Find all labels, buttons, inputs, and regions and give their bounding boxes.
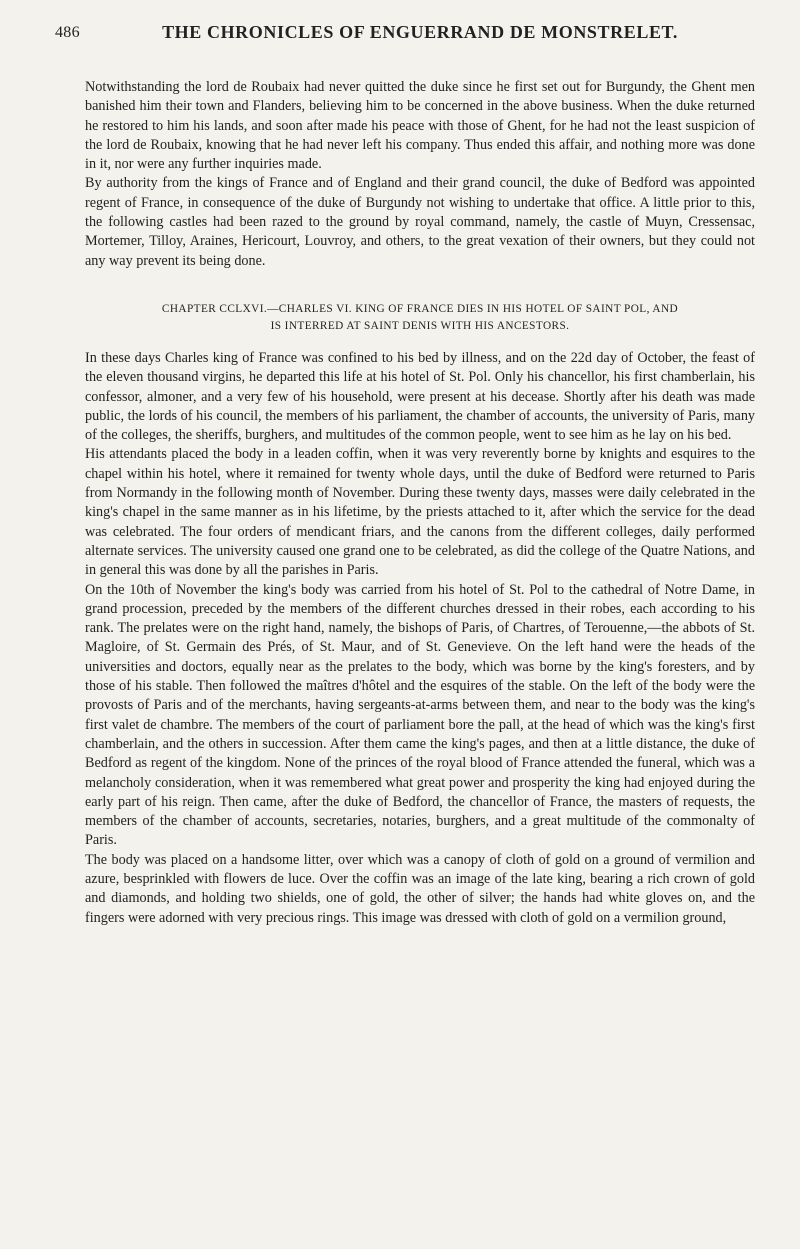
paragraph: Notwithstanding the lord de Roubaix had never quitted the duke since he first set out for Burgundy, the Ghent men banished him their town and Flanders, believing him to be concerned in the above business. When the duke returned he restored to him his lands, and soon after made his peace with those of Ghent, for he had not the least suspicion of the lord de Roubaix, knowing that he had never left his company. Thus ended this affair, and nothing more was done in it, nor were any further inquiries made. [85,79,755,173]
paragraph-initial: In [85,349,97,366]
paragraph: His attendants placed the body in a leaden coffin, when it was very reverently borne by knights and esquires to the chapel within his hotel, where it remained for twenty whole days, until the duke of Bedford were returned to Paris from Normandy in the following month of November. During these twenty days, masses were daily celebrated in the king's chapel in the same manner as in his lifetime, by the priests attached to it, after which the service for the dead was celebrated. The four orders of mendicant friars, and the canons from the different colleges, daily performed alternate services. The university caused one grand one to be celebrated, as did the college of the Quatre Nations, and in general this was done by all the parishes in Paris. [85,446,755,579]
chapter-heading-line-1: CHAPTER CCLXVI.—CHARLES VI. KING OF FRANCE DIES IN HIS HOTEL OF SAINT POL, AND [161,302,679,315]
chapter-heading-line-2: IS INTERRED AT SAINT DENIS WITH HIS ANCESTORS. [270,319,570,332]
page-number: 486 [55,24,80,41]
paragraph: On the 10th of November the king's body was carried from his hotel of St. Pol to the cathedral of Notre Dame, in grand procession, preceded by the members of the different churches dressed in their robes, each according to his rank. The prelates were on the right hand, namely, the bishops of Paris, of Chartres, of Terouenne,—the abbots of St. Magloire, of St. Germain des Prés, of St. Maur, and of St. Genevieve. On the left hand were the heads of the universities and doctors, equally near as the prelates to the body, which was borne by the king's foresters, and by those of his stable. Then followed the maîtres d'hôtel and the esquires of the stable. On the left of the body were the provosts of Paris and of the merchants, having sergeants-at-arms between them, and near to the body was the king's first valet de chambre. The members of the court of parliament bore the pall, at the head of which was the king's first chamberlain, and the others in succession. After them came the king's pages, and then at a little distance, the duke of Bedford as regent of the kingdom. None of the princes of the royal blood of France attended the funeral, which was a melancholy consideration, when it was remembered what great power and prosperity the king had enjoyed during the early part of his reign. Then came, after the duke of Bedford, the chancellor of France, the masters of requests, the members of the chamber of accounts, secretaries, notaries, burghers, and a great multitude of the commonalty of Paris. [85,581,755,849]
page-header [55,22,755,50]
paragraph: The body was placed on a handsome litter, over which was a canopy of cloth of gold on a ground of vermilion and azure, besprinkled with flowers de luce. Over the coffin was an image of the late king, bearing a rich crown of gold and diamonds, and holding two shields, one of gold, the other of silver; the hands had white gloves on, and the fingers were adorned with very precious rings. This image was dressed with cloth of gold on a vermilion ground, [85,851,755,926]
paragraph [85,349,755,445]
paragraph-text: these days Charles king of France was confined to his bed by illness, and on the 22d day of October, the feast of the eleven thousand virgins, he departed this life at his hotel of St. Pol. Only his chancellor, his first chamberlain, his confessor, almoner, and a very few of his household, were present at his decease. Shortly after his death was made public, the lords of his council, the members of his parliament, the chamber of accounts, the university of Paris, many of the colleges, the sheriffs, burghers, and multitudes of the common people, went to see him as he lay on his bed. [85,349,755,444]
page-body [55,78,755,928]
paragraph: By authority from the kings of France and of England and their grand council, the duke of Bedford was appointed regent of France, in consequence of the duke of Burgundy not wishing to undertake that office. A little prior to this, the following castles had been razed to the ground by royal command, namely, the castle of Muyn, Cressensac, Mortemer, Tilloy, Araines, Hericourt, Louvroy, and others, to the great vexation of their owners, but they could not any way prevent its being done. [85,175,755,269]
chapter-heading [85,301,755,335]
book-page [55,22,755,928]
running-head: THE CHRONICLES OF ENGUERRAND DE MONSTRELET. [162,22,678,42]
